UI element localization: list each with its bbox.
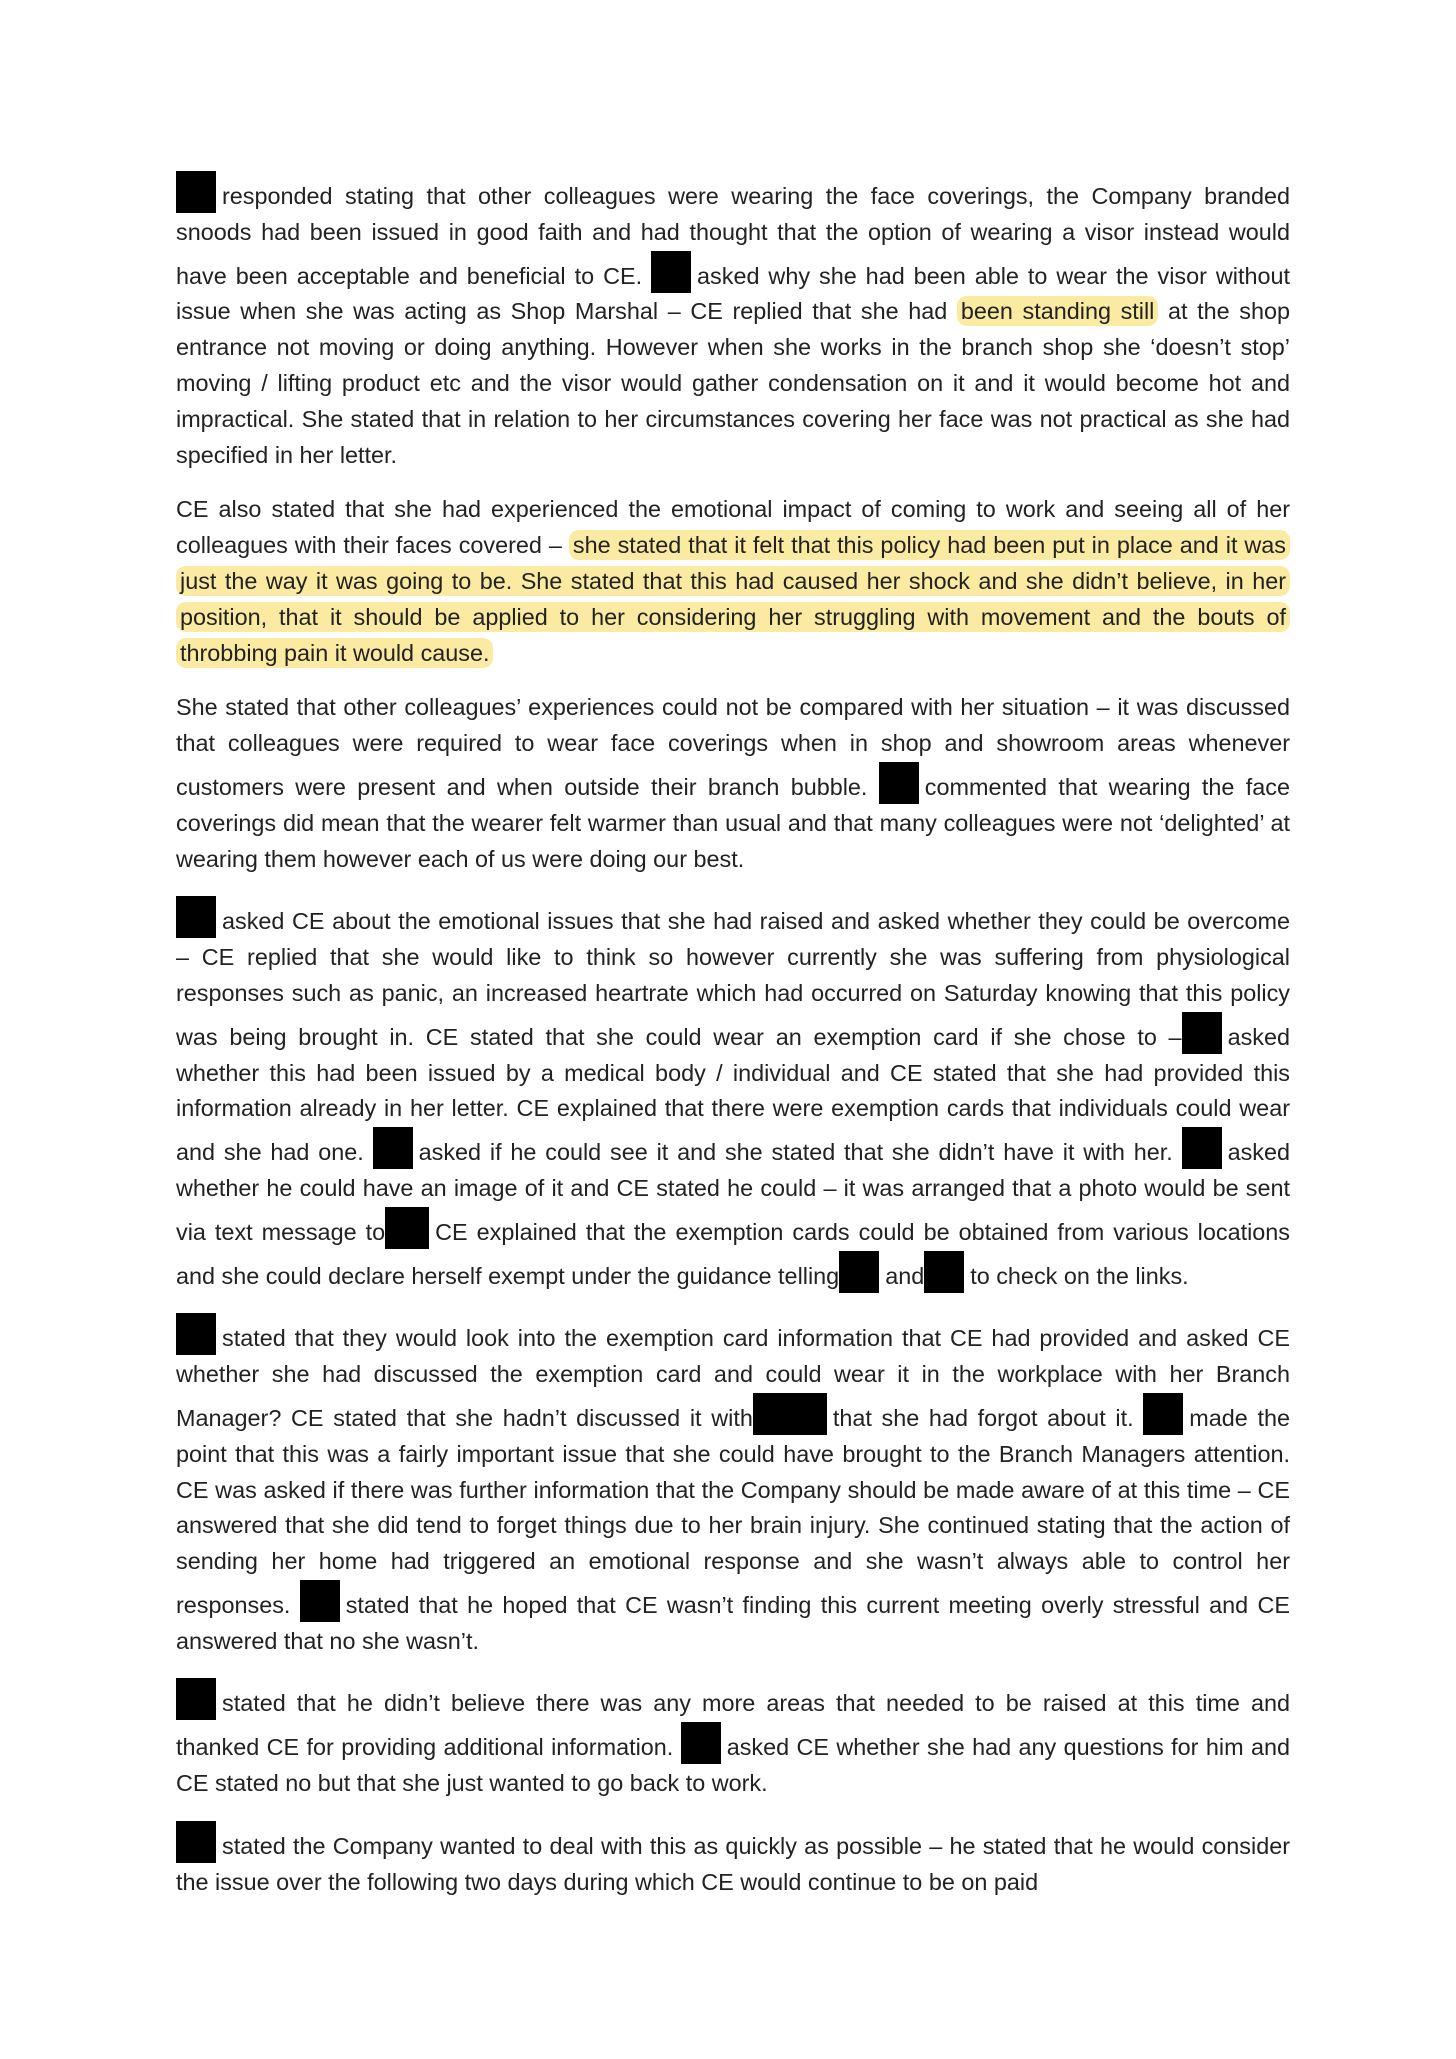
redaction-box — [385, 1207, 429, 1249]
text-segment: to check on the links. — [970, 1262, 1189, 1289]
text-segment: made the point that this was a fairly important issue that she could have brought to the Branch Managers attention. CE was asked if there was further information that the Company should be made aware of at this time – CE answered that she did tend to forget things due to her brain injury. She continued stating that the action of sending her home had triggered an emotional response and she wasn’t always able to control her responses. — [176, 1404, 1290, 1618]
text-segment: asked why she had been able to wear the visor without issue when she was acting as Shop Marshal – CE replied that she had — [176, 262, 1290, 325]
text-segment: stated that he hoped that CE wasn’t finding this current meeting overly stressful and CE answered that no she wasn’t. — [176, 1591, 1290, 1654]
redaction-box — [1143, 1393, 1183, 1435]
text-segment: asked whether he could have an image of it and CE stated he could – it was arranged that a photo would be sent via text message to — [176, 1139, 1290, 1245]
redaction-box — [176, 1821, 216, 1863]
highlighted-text: she stated that it felt that this policy had been put in place and it was just the way it was going to be. She stated that this had caused her shock and she didn’t believe, in her position, that it should be applied to her considering her struggling with movement and the bouts of throbbing pain it would cause. — [176, 530, 1290, 667]
paragraph — [176, 1678, 1290, 1801]
text-segment: asked if he could see it and she stated that she didn’t have it with her. — [418, 1139, 1182, 1166]
text-segment: She stated that other colleagues’ experiences could not be compared with her situation – it was discussed that colleagues were required to wear face coverings when in shop and showroom areas whenever customers were present and when outside their branch bubble. — [176, 694, 1290, 800]
text-segment: that she had forgot about it. — [832, 1404, 1144, 1431]
redaction-box — [176, 1678, 216, 1720]
text-segment: CE explained that the exemption cards could be obtained from various locations and she could declare herself exempt under the guidance telling — [176, 1218, 1290, 1289]
text-segment: and — [885, 1262, 925, 1289]
redaction-box — [681, 1722, 721, 1764]
text-segment: asked CE about the emotional issues that she had raised and asked whether they could be overcome – CE replied that she would like to think so however currently she was suffering from physiological responses such as panic, an increased heartrate which had occurred on Saturday knowing that this policy was being brought in. CE stated that she could wear an exemption card if she chose to – — [176, 908, 1290, 1050]
redaction-box — [879, 762, 919, 804]
redaction-box — [753, 1393, 827, 1435]
paragraph — [176, 1821, 1290, 1901]
paragraph — [176, 492, 1290, 671]
redaction-box — [839, 1251, 879, 1293]
text-segment: asked CE whether she had any questions for him and CE stated no but that she just wanted to go back to work. — [176, 1734, 1290, 1797]
paragraph — [176, 171, 1290, 473]
paragraph — [176, 1313, 1290, 1659]
redaction-box — [1182, 1127, 1222, 1169]
redaction-box — [1182, 1012, 1222, 1054]
redaction-box — [651, 251, 691, 293]
redaction-box — [300, 1580, 340, 1622]
text-segment: stated that he didn’t believe there was any more areas that needed to be raised at this time and thanked CE for providing additional information. — [176, 1690, 1290, 1761]
text-segment: CE also stated that she had experienced the emotional impact of coming to work and seeing all of her colleagues with their faces covered – — [176, 496, 1290, 559]
redaction-box — [924, 1251, 964, 1293]
paragraph — [176, 690, 1290, 877]
text-segment: responded stating that other colleagues were wearing the face coverings, the Company branded snoods had been issued in good faith and had thought that the option of wearing a visor instead would have been acceptable and beneficial to CE. — [176, 183, 1290, 289]
text-segment: stated the Company wanted to deal with this as quickly as possible – he stated that he would consider the issue over the following two days during which CE would continue to be on paid — [176, 1832, 1290, 1895]
highlighted-text: been standing still — [957, 296, 1159, 326]
text-segment: commented that wearing the face coverings did mean that the wearer felt warmer than usual and that many colleagues were not ‘delighted’ at wearing them however each of us were doing our best. — [176, 773, 1290, 872]
redaction-box — [176, 896, 216, 938]
document-page — [176, 171, 1290, 1919]
redaction-box — [176, 171, 216, 213]
text-segment: asked whether this had been issued by a medical body / individual and CE stated that she had provided this information already in her letter. CE explained that there were exemption cards that individuals could wear and she had one. — [176, 1023, 1290, 1166]
text-segment: at the shop entrance not moving or doing anything. However when she works in the branch shop she ‘doesn’t stop’ moving / lifting product etc and the visor would gather condensation on it and it would become hot and impractical. She stated that in relation to her circumstances covering her face was not practical as she had specified in her letter. — [176, 298, 1290, 468]
paragraph — [176, 896, 1290, 1294]
redaction-box — [176, 1313, 216, 1355]
text-segment: stated that they would look into the exemption card information that CE had provided and asked CE whether she had discussed the exemption card and could wear it in the workplace with her Branch Manager? CE stated that she hadn’t discussed it with — [176, 1325, 1290, 1431]
redaction-box — [373, 1127, 413, 1169]
